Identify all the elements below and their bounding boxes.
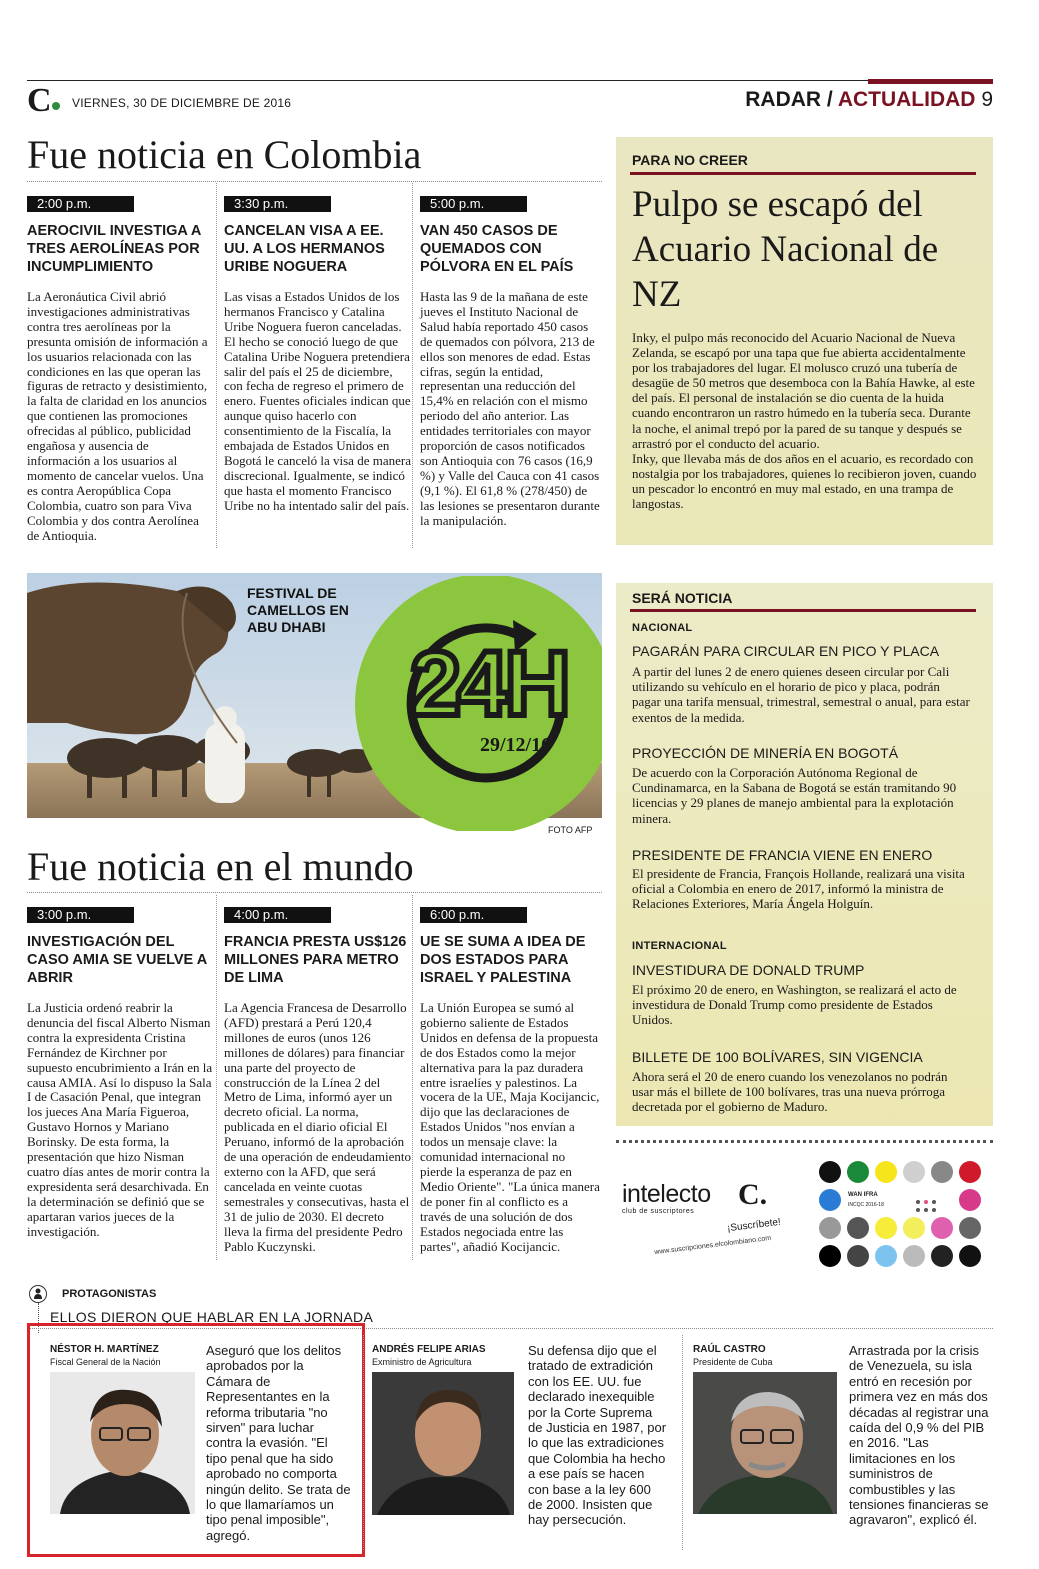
para-no-creer-kicker: PARA NO CREER xyxy=(632,152,748,168)
protagonist-role: Fiscal General de la Nación xyxy=(50,1357,161,1367)
section-separator: / xyxy=(821,88,838,111)
protagonist-photo xyxy=(372,1372,514,1515)
mundo-brief-1 xyxy=(27,906,214,1240)
subscribe-link[interactable]: ¡Suscríbete! xyxy=(726,1216,782,1235)
brief-text: Las visas a Estados Unidos de los hermanos Francisco y Catalina Uribe Noguera fueron canceladas. El hecho se conoció luego de que Catalina Uribe Noguera pretendiera salir del país el 25 de diciembre, con fecha de regreso el primero de enero. Fuentes oficiales indican que aunque quiso hacerlo con consentimiento de la Fiscalía, la embajada de Estados Unidos en Bogotá le canceló la visa de manera discrecional. Igualmente, se indicó que hasta el momento Francisco Uribe no ha intentado salir del país. xyxy=(224,289,411,513)
sera-noticia-rule xyxy=(630,609,976,612)
column-divider xyxy=(216,183,217,548)
intelecto-subtitle: club de suscriptores xyxy=(622,1208,695,1215)
mundo-brief-2 xyxy=(224,906,411,1254)
mundo-brief-3 xyxy=(420,906,600,1254)
para-no-creer-title: Pulpo se escapó del Acuario Nacional de NZ xyxy=(632,184,939,315)
protagonist-name: ANDRÉS FELIPE ARIAS xyxy=(372,1344,486,1355)
column-divider xyxy=(412,183,413,548)
incqc-label: INCQC 2016-18 xyxy=(848,1202,884,1208)
protagonist-photo xyxy=(693,1372,837,1514)
page-number: 9 xyxy=(981,88,993,111)
brief-text: La Justicia ordenó reabrir la denuncia del fiscal Alberto Nisman contra la expresidenta Cristina Fernández de Kirchner por supuesto encubrimiento a Irán en la causa AMIA. Así lo dispuso la Sala I de Casación Penal, que integran los jueces Ana María Figueroa, Gustavo Hornos y Mariano Borinsky. De esta forma, la presentación que hizo Nisman cuatro días antes de morir contra la expresidenta será desarchivada. En la determinación se definió que se apartaran varios jueces de la investigación. xyxy=(27,1000,213,1239)
person-icon xyxy=(29,1285,47,1303)
protagonist-name: RAÚL CASTRO xyxy=(693,1344,766,1355)
brief-headline: UE SE SUMA A IDEA DE DOS ESTADOS PARA ISRAEL Y PALESTINA xyxy=(420,934,586,986)
colombia-brief-1 xyxy=(27,195,214,543)
brief-time: 2:00 p.m. xyxy=(27,196,134,212)
sera-noticia-text: Ahora será el 20 de enero cuando los venezolanos no podrán usar más el billete de 100 bolívares, tras una nueva prórroga decretada por el gobierno de Maduro. xyxy=(632,1069,948,1115)
section-actualidad: ACTUALIDAD xyxy=(837,88,976,111)
protagonist-quote: Su defensa dijo que el tratado de extradición con los EE. UU. fue declarado inexequible por la Corte Suprema de Justicia en 1987, por lo que las extradiciones que Colombia ha hecho a ese país se hacen con base a la ley 600 de 2000. Insisten que hay persecución. xyxy=(528,1343,667,1528)
subscribe-url[interactable]: www.suscripciones.elcolombiano.com xyxy=(654,1234,772,1257)
person-icon-graphic xyxy=(30,1286,46,1302)
issue-date: VIERNES, 30 DE DICIEMBRE DE 2016 xyxy=(72,96,292,110)
brief-time: 3:00 p.m. xyxy=(27,907,134,923)
sera-noticia-headline: PROYECCIÓN DE MINERÍA EN BOGOTÁ xyxy=(632,745,899,761)
para-no-creer-text xyxy=(632,330,982,511)
brief-headline: FRANCIA PRESTA US$126 MILLONES PARA METRO DE LIMA xyxy=(224,934,407,986)
sera-noticia-headline: PAGARÁN PARA CIRCULAR EN PICO Y PLACA xyxy=(632,643,940,659)
protagonistas-kicker: PROTAGONISTAS xyxy=(62,1288,157,1300)
brief-text: La Agencia Francesa de Desarrollo (AFD) prestará a Perú 120,4 millones de euros (unos 126 millones de dólares) para financiar una parte del proyecto de construcción de la Línea 2 del Metro de Lima, informó ayer un decreto oficial. La norma, publicada en el diario oficial El Peruano, informó de la aprobación de una operación de endeudamiento externo con la AFD, que será cancelada en veinte cuotas semestrales y consecutivas, hasta el 31 de julio de 2030. El decreto lleva la firma del presidente Pedro Pablo Kuczynski. xyxy=(224,1000,411,1254)
header-rule xyxy=(27,80,993,81)
sera-noticia-nacional: NACIONAL xyxy=(632,622,693,634)
protagonist-quote: Arrastrada por la crisis de Venezuela, su isla entró en recesión por primera vez en más dos décadas al registrar una caída del 0,9 % del PIB en 2016. "Las limitaciones en los suministros de combustibles y las tensiones financieras se agravaron", explicó él. xyxy=(849,1343,989,1528)
ad-divider xyxy=(616,1140,993,1143)
colombia-rule xyxy=(27,181,602,182)
colombia-brief-3 xyxy=(420,195,600,529)
protagonist-photo-graphic xyxy=(372,1372,514,1515)
24h-badge-date: 29/12/16 xyxy=(480,734,552,756)
colombia-title: Fue noticia en Colombia xyxy=(27,132,422,177)
color-dots-graphic xyxy=(818,1160,986,1268)
header-accent-bar xyxy=(868,79,993,84)
logo-dot xyxy=(52,102,60,110)
mundo-rule xyxy=(27,892,602,893)
sera-noticia-headline: PRESIDENTE DE FRANCIA VIENE EN ENERO xyxy=(632,847,933,863)
column-divider xyxy=(216,895,217,1260)
protagonist-role: Exministro de Agricultura xyxy=(372,1357,472,1367)
column-divider xyxy=(363,1335,364,1550)
sera-noticia-text: De acuerdo con la Corporación Autónoma Regional de Cundinamarca, en la Sabana de Bogotá se están tramitando 90 licencias y 29 planes de manejo ambiental para la explotación minera. xyxy=(632,765,957,826)
protagonist-role: Presidente de Cuba xyxy=(693,1357,773,1367)
brief-text: Hasta las 9 de la mañana de este jueves el Instituto Nacional de Salud había reportado 450 casos de quemados con pólvora, 213 de ellos son menores de edad. Estas cifras, según la entidad, representan una reducción del 15,4% en relación con el mismo periodo del año anterior. Las entidades territoriales con mayor proporción de casos notificados son Antioquia con 76 casos (16,9 %) y Valle del Cauca con 41 casos (9,1 %). El 61,8 % (278/450) de las lesiones se presentaron durante la manipulación. xyxy=(420,289,600,528)
brief-time: 4:00 p.m. xyxy=(224,907,331,923)
sera-noticia-text: El próximo 20 de enero, en Washington, se realizará el acto de investidura de Donald Trump como presidente de Estados Unidos. xyxy=(632,982,957,1028)
protagonist-quote: Aseguró que los delitos aprobados por la Cámara de Representantes en la reforma tributaria "no sirven" para luchar contra la evasión. "El tipo penal que ha sido aprobado no comporta ningún delito. Se trata de lo que llamaríamos un tipo penal imposible", agregó. xyxy=(206,1343,351,1543)
brief-headline: CANCELAN VISA A EE. UU. A LOS HERMANOS URIBE NOGUERA xyxy=(224,223,385,275)
newspaper-logo: C xyxy=(27,82,52,119)
brief-headline: VAN 450 CASOS DE QUEMADOS CON PÓLVORA EN EL PAÍS xyxy=(420,223,574,275)
protagonistas-subtitle: ELLOS DIERON QUE HABLAR EN LA JORNADA xyxy=(50,1309,374,1325)
brief-text: La Aeronáutica Civil abrió investigaciones administrativas contra tres aerolíneas por la presunta omisión de información a los usuarios relacionada con las condiciones en las que operan las figuras de retracto y desistimiento, la falta de claridad en los anuncios que contienen las promociones ofrecidas al público, publicidad engañosa y ausencia de información a los usuarios al momento de cancelar vuelos. Una es contra Aeropública Copa Colombia, cuatro son para Viva Colombia y dos contra Aerolínea de Antioquia. xyxy=(27,289,208,543)
brief-headline: AEROCIVIL INVESTIGA A TRES AEROLÍNEAS POR INCUMPLIMIENTO xyxy=(27,223,201,275)
protagonist-name: NÉSTOR H. MARTÍNEZ xyxy=(50,1344,159,1355)
column-divider xyxy=(412,895,413,1260)
para-no-creer-p1: Inky, el pulpo más reconocido del Acuario Nacional de Nueva Zelanda, se escapó por una tapa que fue abierta accidentalmente por los trabajadores del lugar. El molusco cruzó una tubería de desagüe de 50 metros que desemboca con la Bahía Hawke, al este del país. El personal de instalación se dio cuenta de la huida cuando encontraron un rastro húmedo en la tubería seca. Durante la noche, el animal trepó por la pared de su tanque y después se arrastró por el conducto del acuario. xyxy=(632,330,975,451)
sera-noticia-headline: BILLETE DE 100 BOLÍVARES, SIN VIGENCIA xyxy=(632,1049,923,1065)
section-label xyxy=(745,88,993,112)
protagonist-photo-graphic xyxy=(693,1372,837,1514)
sera-noticia-kicker: SERÁ NOTICIA xyxy=(632,590,733,606)
colombia-brief-2 xyxy=(224,195,411,514)
brief-text: La Unión Europea se sumó al gobierno saliente de Estados Unidos en defensa de la propuesta de dos Estados como la mejor alternativa para la paz duradera entre israelíes y palestinos. La vocera de la UE, Maja Kocijancic, dijo que las declaraciones de Estados Unidos "nos envían a todos un mensaje clave: la comunidad internacional no pierde la esperanza de paz en Medio Oriente". "La única manera de poner fin al conflicto es a través de una solución de dos Estados negociada entre las partes", añadió Kocijancic. xyxy=(420,1000,600,1254)
sera-noticia-headline: INVESTIDURA DE DONALD TRUMP xyxy=(632,962,865,978)
wan-ifra-label: WAN IFRA xyxy=(848,1192,878,1198)
sera-noticia-text: El presidente de Francia, François Hollande, realizará una visita oficial a Colombia en enero de 2017, informó la ministra de Relaciones Exteriores, María Ángela Holguín. xyxy=(632,866,965,912)
highlight-box xyxy=(27,1323,365,1557)
color-control-bar xyxy=(818,1160,986,1268)
para-no-creer-rule xyxy=(630,172,976,175)
sera-noticia-internacional: INTERNACIONAL xyxy=(632,940,727,952)
intelecto-logo[interactable]: intelecto xyxy=(622,1180,711,1208)
brief-time: 6:00 p.m. xyxy=(420,907,527,923)
24h-badge-text: 24H xyxy=(410,633,567,735)
sera-noticia-text: A partir del lunes 2 de enero quienes deseen circular por Cali utilizando su vehículo en el horario de pico y placa, podrán pagar una tarifa mensual, trimestral, semestral o anual, para estar exentos de la medida. xyxy=(632,664,970,725)
mundo-title: Fue noticia en el mundo xyxy=(27,844,414,889)
section-radar: RADAR xyxy=(745,88,822,111)
brief-time: 3:30 p.m. xyxy=(224,196,331,212)
brief-headline: INVESTIGACIÓN DEL CASO AMIA SE VUELVE A ABRIR xyxy=(27,934,207,986)
photo-credit: FOTO AFP xyxy=(548,825,593,835)
intelecto-c-logo: C. xyxy=(738,1178,768,1211)
para-no-creer-p2: Inky, que llevaba más de dos años en el acuario, es recordado con nostalgia por los trabajadores, quienes lo recibieron joven, cuando un pescador lo encontró en muy mal estado, en una trampa de langostas. xyxy=(632,450,977,512)
festival-caption: FESTIVAL DE CAMELLOS EN ABU DHABI xyxy=(247,585,349,635)
brief-time: 5:00 p.m. xyxy=(420,196,527,212)
column-divider xyxy=(682,1335,683,1550)
